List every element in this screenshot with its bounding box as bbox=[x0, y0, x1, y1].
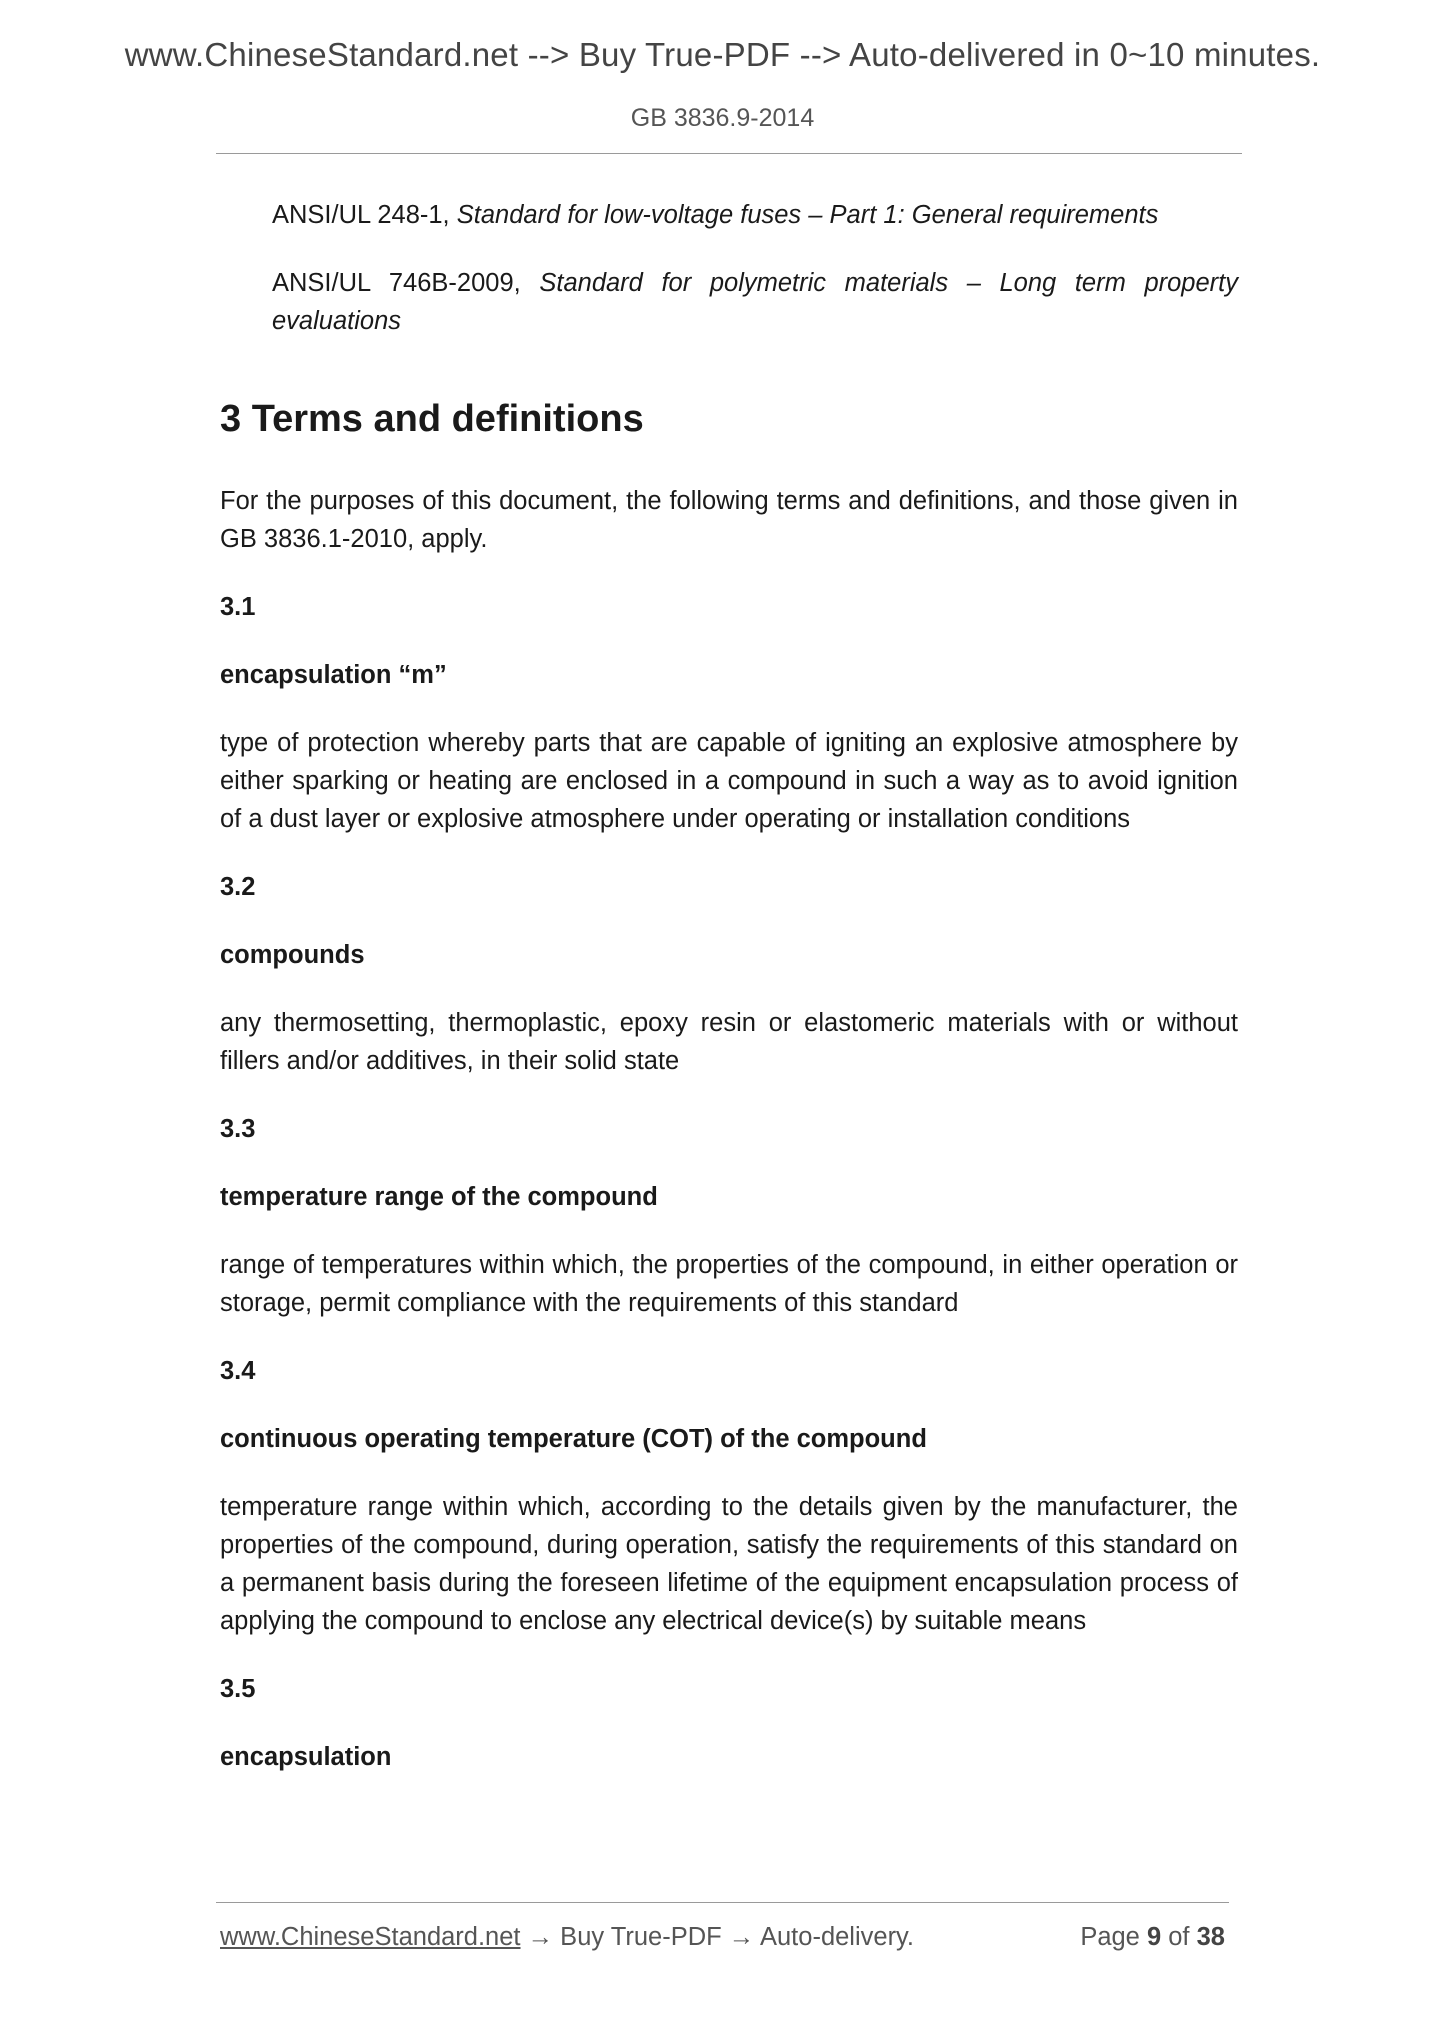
term-definition: temperature range within which, according to the details given by the manufacturer, the properties of the compound, during operation, satisfy the requirements of this standard on a permanent basis during the foreseen lifetime of the equipment encapsulation process of applying the compound to enclose any electrical device(s) by suitable means bbox=[220, 1493, 1238, 1635]
footer-tail-text: → Buy True-PDF → Auto-delivery. bbox=[520, 1923, 914, 1951]
footer-left bbox=[220, 1923, 914, 1952]
term-name: compounds bbox=[220, 941, 365, 969]
term-definition: range of temperatures within which, the properties of the compound, in either operation or storage, permit compliance with the requirements of this standard bbox=[220, 1251, 1238, 1317]
term-number: 3.5 bbox=[220, 1675, 256, 1703]
reference-code: ANSI/UL 248-1, bbox=[272, 201, 450, 229]
term-definition: any thermosetting, thermoplastic, epoxy resin or elastomeric materials with or without fillers and/or additives, in their solid state bbox=[220, 1009, 1238, 1075]
reference-title: Standard for polymetric materials – Long term property evaluations bbox=[272, 269, 1238, 335]
page-label: Page bbox=[1080, 1923, 1140, 1951]
term-name: continuous operating temperature (COT) of the compound bbox=[220, 1425, 927, 1453]
section-heading: 3 Terms and definitions bbox=[220, 398, 644, 440]
page-indicator bbox=[1080, 1923, 1225, 1952]
document-code: GB 3836.9-2014 bbox=[630, 104, 815, 132]
page-content bbox=[220, 196, 1238, 1806]
section-intro: For the purposes of this document, the following terms and definitions, and those given in GB 3836.1-2010, apply. bbox=[220, 487, 1238, 553]
header-divider bbox=[216, 153, 1242, 154]
footer-link[interactable]: www.ChineseStandard.net bbox=[220, 1923, 521, 1951]
term-name: encapsulation “m” bbox=[220, 661, 447, 689]
reference-title: Standard for low-voltage fuses – Part 1: General requirements bbox=[456, 201, 1159, 229]
page-number: 9 bbox=[1146, 1923, 1162, 1951]
footer-divider bbox=[216, 1902, 1229, 1903]
term-number: 3.3 bbox=[220, 1115, 256, 1143]
term-definition: type of protection whereby parts that are capable of igniting an explosive atmosphere by either sparking or heating are enclosed in a compound in such a way as to avoid ignition of a dust layer or explosive atmosphere under operating or installation conditions bbox=[220, 729, 1238, 833]
term-number: 3.1 bbox=[220, 593, 256, 621]
term-number: 3.2 bbox=[220, 873, 256, 901]
top-banner: www.ChineseStandard.net --> Buy True-PDF --> Auto-delivered in 0~10 minutes. bbox=[124, 36, 1321, 73]
reference-item bbox=[272, 264, 1238, 340]
term-number: 3.4 bbox=[220, 1357, 256, 1385]
term-name: encapsulation bbox=[220, 1743, 392, 1771]
reference-code: ANSI/UL 746B-2009, bbox=[272, 269, 521, 297]
reference-item bbox=[272, 196, 1238, 234]
term-name: temperature range of the compound bbox=[220, 1183, 658, 1211]
total-pages: 38 bbox=[1196, 1923, 1225, 1951]
of-label: of bbox=[1168, 1923, 1190, 1951]
